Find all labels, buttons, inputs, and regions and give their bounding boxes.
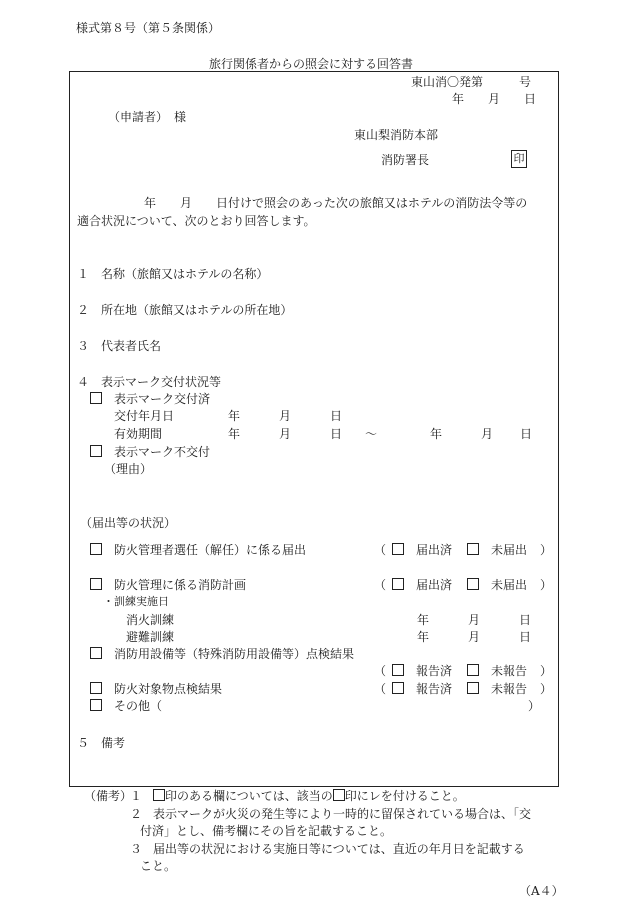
- checkbox-icon[interactable]: [90, 392, 102, 404]
- checkbox-icon[interactable]: [467, 682, 479, 694]
- reason-label: （理由）: [104, 462, 153, 476]
- footnote-3-line-1: 届出等の状況における実施日等については、直近の年月日を記載する: [153, 842, 525, 856]
- close-paren: ）: [540, 543, 553, 557]
- footnote-label: （備考）: [84, 789, 133, 803]
- checkbox-object-not-reported[interactable]: [467, 682, 479, 696]
- checkbox-icon[interactable]: [90, 682, 102, 694]
- footnote-2-line-2: 付済」とし、備考欄にその旨を記載すること。: [140, 824, 393, 838]
- footnote-3-line-2: こと。: [140, 859, 177, 873]
- valid-from-year: 年: [228, 427, 241, 441]
- footnote-1-number: １: [130, 789, 143, 803]
- not-submitted-label: 未届出: [491, 543, 528, 557]
- checkbox-object-check[interactable]: [90, 682, 102, 696]
- valid-to-day: 日: [520, 427, 533, 441]
- item-representative: ３ 代表者氏名: [77, 339, 162, 353]
- drill-heading: ・訓練実施日: [103, 595, 169, 608]
- checkbox-fire-manager-not-submitted[interactable]: [467, 543, 479, 557]
- applicant-line: （申請者） 様: [108, 110, 187, 124]
- checkbox-icon[interactable]: [467, 664, 479, 676]
- other-close-paren: ）: [528, 699, 541, 713]
- fire-drill-day: 日: [519, 613, 532, 627]
- checkbox-icon: [153, 789, 165, 801]
- fire-drill-label: 消火訓練: [126, 613, 175, 627]
- checkbox-icon[interactable]: [90, 578, 102, 590]
- fire-chief-title: 消防署長: [381, 153, 430, 167]
- evac-drill-label: 避難訓練: [126, 630, 175, 644]
- checkbox-icon[interactable]: [90, 543, 102, 555]
- fire-manager-label: 防火管理者選任（解任）に係る届出: [114, 543, 307, 557]
- fire-drill-month: 月: [468, 613, 481, 627]
- not-reported-label: 未報告: [491, 664, 528, 678]
- mark-not-issued-label: 表示マーク不交付: [114, 445, 211, 459]
- checkbox-icon[interactable]: [392, 578, 404, 590]
- evac-drill-month: 月: [468, 630, 481, 644]
- checkbox-fire-manager-submitted[interactable]: [392, 543, 404, 557]
- item-notes: ５ 備考: [77, 736, 126, 750]
- valid-to-year: 年: [430, 427, 443, 441]
- footnote-2-number: ２: [130, 807, 143, 821]
- checkbox-fire-plan[interactable]: [90, 578, 102, 592]
- open-paren: （: [374, 664, 387, 678]
- close-paren: ）: [540, 578, 553, 592]
- fire-drill-year: 年: [417, 613, 430, 627]
- footnote-1-tail: 印にレを付けること。: [344, 789, 465, 803]
- organization-name: 東山梨消防本部: [354, 128, 439, 142]
- evac-drill-year: 年: [417, 630, 430, 644]
- checkbox-equipment-check[interactable]: [90, 647, 102, 661]
- checkbox-other[interactable]: [90, 699, 102, 713]
- valid-from-month: 月: [279, 427, 292, 441]
- checkbox-icon[interactable]: [90, 699, 102, 711]
- open-paren: （: [374, 543, 387, 557]
- fire-plan-label: 防火管理に係る消防計画: [114, 578, 247, 592]
- equipment-check-label: 消防用設備等（特殊消防用設備等）点検結果: [114, 647, 355, 661]
- open-paren: （: [374, 578, 387, 592]
- checkbox-equipment-not-reported[interactable]: [467, 664, 479, 678]
- checkbox-icon: [333, 789, 345, 801]
- seal-stamp: 印: [511, 150, 527, 168]
- close-paren: ）: [540, 664, 553, 678]
- checkbox-icon[interactable]: [90, 445, 102, 457]
- valid-to-month: 月: [481, 427, 494, 441]
- checkbox-object-reported[interactable]: [392, 682, 404, 696]
- intro-line-2: 適合状況について、次のとおり回答します。: [77, 214, 316, 228]
- checkbox-fire-plan-not-submitted[interactable]: [467, 578, 479, 592]
- filing-heading: （届出等の状況）: [80, 516, 177, 530]
- checkbox-icon[interactable]: [392, 543, 404, 555]
- item-address: ２ 所在地（旅館又はホテルの所在地）: [77, 303, 293, 317]
- other-label: その他（: [114, 699, 163, 713]
- checkbox-icon[interactable]: [467, 543, 479, 555]
- footnote-2-line-1: 表示マークが火災の発生等により一時的に留保されている場合は、「交: [153, 807, 532, 821]
- issue-month: 月: [279, 409, 292, 423]
- evac-drill-day: 日: [519, 630, 532, 644]
- form-number: 様式第８号（第５条関係）: [76, 21, 221, 35]
- paper-size-label: （A４）: [519, 884, 564, 898]
- submitted-label: 届出済: [416, 543, 453, 557]
- issue-day: 日: [330, 409, 343, 423]
- valid-tilde: ～: [365, 427, 378, 441]
- close-paren: ）: [540, 682, 553, 696]
- footnote-3-number: ３: [130, 842, 143, 856]
- valid-period-label: 有効期間: [114, 427, 163, 441]
- document-number: 東山消〇発第 号: [411, 75, 532, 89]
- checkbox-icon[interactable]: [90, 647, 102, 659]
- checkbox-icon[interactable]: [467, 578, 479, 590]
- checkbox-equipment-reported[interactable]: [392, 664, 404, 678]
- valid-from-day: 日: [330, 427, 343, 441]
- reported-label: 報告済: [416, 682, 453, 696]
- intro-line-1: 年 月 日付けで照会のあった次の旅館又はホテルの消防法令等の: [144, 196, 528, 210]
- issue-year: 年: [228, 409, 241, 423]
- footnote-1-text: 印のある欄については、該当の: [165, 789, 333, 803]
- checkbox-mark-issued[interactable]: [90, 392, 102, 406]
- not-submitted-label: 未届出: [491, 578, 528, 592]
- submitted-label: 届出済: [416, 578, 453, 592]
- open-paren: （: [374, 682, 387, 696]
- document-date: 年 月 日: [452, 92, 537, 106]
- checkbox-icon[interactable]: [392, 682, 404, 694]
- issue-date-label: 交付年月日: [114, 409, 175, 423]
- not-reported-label: 未報告: [491, 682, 528, 696]
- mark-issued-label: 表示マーク交付済: [114, 392, 211, 406]
- document-title: 旅行関係者からの照会に対する回答書: [209, 57, 414, 71]
- checkbox-mark-not-issued[interactable]: [90, 445, 102, 459]
- item-mark-status: ４ 表示マーク交付状況等: [77, 375, 222, 389]
- checkbox-icon[interactable]: [392, 664, 404, 676]
- checkbox-fire-plan-submitted[interactable]: [392, 578, 404, 592]
- item-name: １ 名称（旅館又はホテルの名称）: [77, 267, 269, 281]
- object-check-label: 防火対象物点検結果: [114, 682, 223, 696]
- reported-label: 報告済: [416, 664, 453, 678]
- footnote-1: [153, 789, 465, 803]
- checkbox-fire-manager[interactable]: [90, 543, 102, 557]
